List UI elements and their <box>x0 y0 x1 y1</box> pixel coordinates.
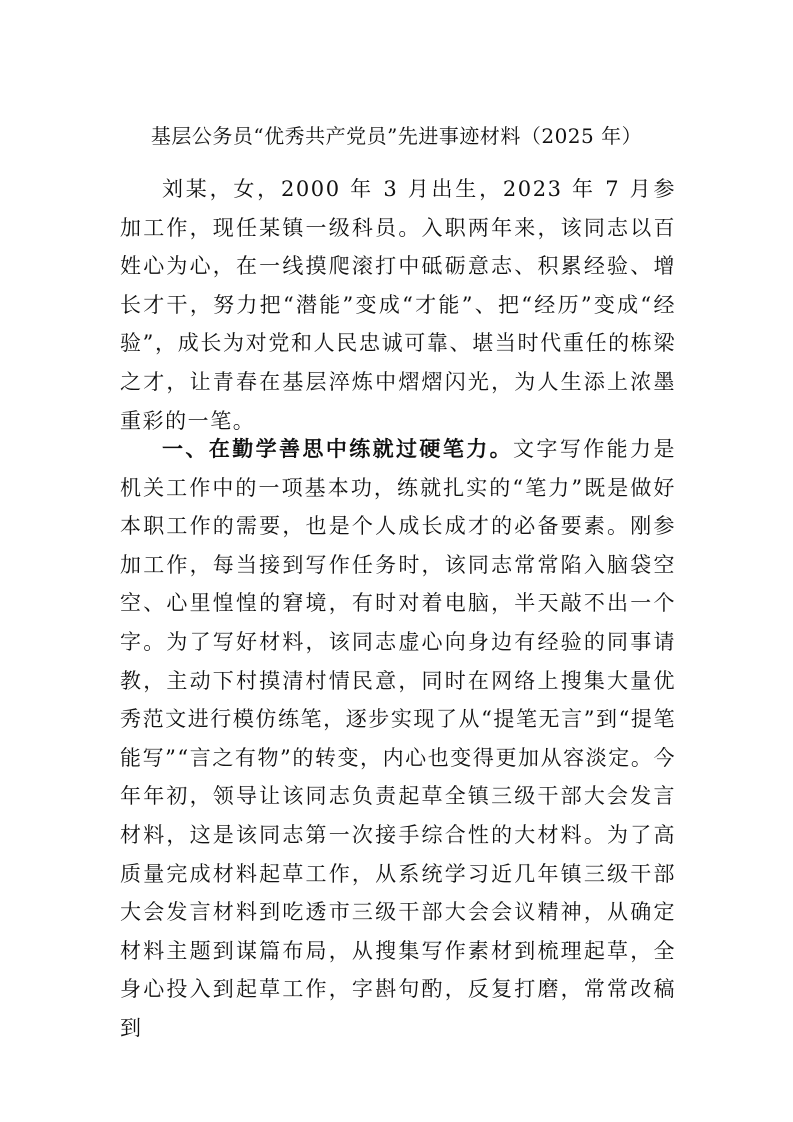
paragraph-section-1 <box>120 430 676 1048</box>
document-title: 基层公务员“优秀共产党员”先进事迹材料（2025 年） <box>150 124 643 148</box>
paragraph-intro-text: 刘某，女，2000 年 3 月出生，2023 年 7 月参加工作，现任某镇一级科员。入职两年来，该同志以百姓心为心，在一线摸爬滚打中砥砺意志、积累经验、增长才干，努力把“潜能”变成“才能”、把“经历”变成“经验”，成长为对党和人民忠诚可靠、堪当时代重任的栋梁之才，让青春在基层淬炼中熠熠闪光，为人生添上浓墨重彩的一笔。 <box>120 177 676 433</box>
paragraph-section-1-text: 文字写作能力是机关工作中的一项基本功，练就扎实的“笔力”既是做好本职工作的需要，也是个人成长成才的必备要素。刚参加工作，每当接到写作任务时，该同志常常陷入脑袋空空、心里惶惶的窘境，有时对着电脑，半天敲不出一个字。为了写好材料，该同志虚心向身边有经验的同事请教，主动下村摸清村情民意，同时在网络上搜集大量优秀范文进行模仿练笔，逐步实现了从“提笔无言”到“提笔能写”“言之有物”的转变，内心也变得更加从容淡定。今年年初，领导让该同志负责起草全镇三级干部大会发言材料，这是该同志第一次接手综合性的大材料。为了高质量完成材料起草工作，从系统学习近几年镇三级干部大会发言材料到吃透市三级干部大会会议精神，从确定材料主题到谋篇布局，从搜集写作素材到梳理起草，全身心投入到起草工作，字斟句酌，反复打磨，常常改稿到 <box>120 437 676 1040</box>
section-heading: 一、在勤学善思中练就过硬笔力。 <box>162 436 514 461</box>
paragraph-intro <box>120 170 676 440</box>
